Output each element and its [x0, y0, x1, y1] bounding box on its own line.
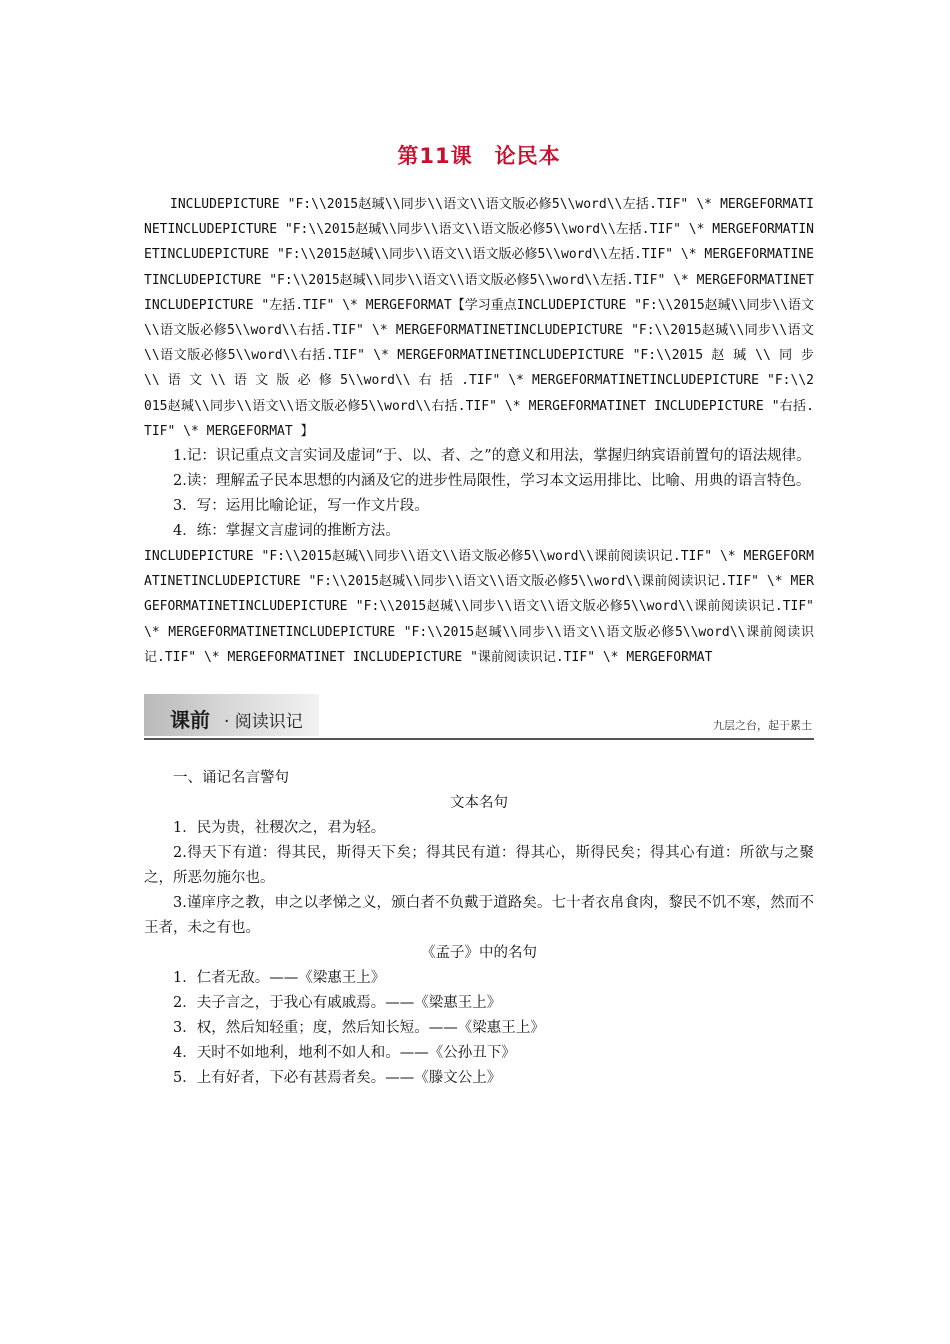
lesson-name: 论民本 — [494, 144, 561, 168]
section-tab — [144, 694, 319, 736]
section-header — [144, 694, 814, 740]
mencius-quote-item: 3．权，然后知轻重；度，然后知长短。——《梁惠王上》 — [173, 1020, 545, 1037]
quote-item: 1．民为贵，社稷次之，君为轻。 — [173, 820, 386, 837]
document-page — [144, 140, 814, 1091]
goal-item: 4．练：掌握文言虚词的推断方法。 — [173, 523, 400, 540]
section-tab-light: · 阅读识记 — [224, 712, 303, 733]
text-quotes-heading: 文本名句 — [450, 795, 508, 812]
quote-item: 2.得天下有道：得其民，斯得天下矣；得其民有道：得其心，斯得民矣；得其心有道：所欲与之聚之，所恶勿施尔也。 — [144, 845, 814, 887]
mencius-quote-item: 1．仁者无敌。——《梁惠王上》 — [173, 970, 386, 987]
mencius-quote-item: 4．天时不如地利，地利不如人和。——《公孙丑下》 — [173, 1045, 516, 1062]
goal-item: 2.读：理解孟子民本思想的内涵及它的进步性局限性，学习本文运用排比、比喻、用典的语言特色。 — [173, 473, 811, 490]
section-body — [144, 766, 814, 1091]
section-tab-strong: 课前 — [170, 708, 210, 733]
part-heading: 一、诵记名言警句 — [173, 770, 289, 787]
lesson-number: 第11课 — [397, 144, 473, 168]
field-code-block-pre-class: INCLUDEPICTURE "F:\\2015赵瑊\\同步\\语文\\语文版必修5\\word\\课前阅读识记.TIF" \* MERGEFORMATINETINCLUDEPICTURE "F:\\2015赵瑊\\同步\\语文\\语文版必修5\\word\\课前阅读识记.TIF" \* MERGEFORMATINETINCLUDEPICTURE "F:\\2015赵瑊\\同步\\语文\\语文版必修5\\word\\课前阅读识记.TIF" \* MERGEFORMATINETINCLUDEPICTURE "F:\\2015赵瑊\\同步\\语文\\语文版必修5\\word\\课前阅读识记.TIF" \* MERGEFORMATINET INCLUDEPICTURE "课前阅读识记.TIF" \* MERGEFORMAT — [144, 549, 814, 665]
mencius-quote-item: 5．上有好者，下必有甚焉者矣。——《滕文公上》 — [173, 1070, 502, 1087]
section-motto: 九层之台，起于累土 — [713, 719, 812, 733]
mencius-quote-item: 2．夫子言之，于我心有戚戚焉。——《梁惠王上》 — [173, 995, 502, 1012]
quote-item: 3.谨庠序之教，申之以孝悌之义，颁白者不负戴于道路矣。七十者衣帛食肉，黎民不饥不寒，然而不王者，未之有也。 — [144, 895, 814, 937]
mencius-quotes-heading: 《孟子》中的名句 — [421, 945, 537, 962]
goal-item: 3．写：运用比喻论证，写一作文片段。 — [173, 498, 429, 515]
goal-item: 1.记：识记重点文言实词及虚词“于、以、者、之”的意义和用法，掌握归纳宾语前置句的语法规律。 — [173, 448, 811, 465]
field-code-block-learning-focus: INCLUDEPICTURE "F:\\2015赵瑊\\同步\\语文\\语文版必修5\\word\\左括.TIF" \* MERGEFORMATINETINCLUDEPICTURE "F:\\2015赵瑊\\同步\\语文\\语文版必修5\\word\\左括.TIF" \* MERGEFORMATINETINCLUDEPICTURE "F:\\2015赵瑊\\同步\\语文\\语文版必修5\\word\\左括.TIF" \* MERGEFORMATINETINCLUDEPICTURE "F:\\2015赵瑊\\同步\\语文\\语文版必修5\\word\\左括.TIF" \* MERGEFORMATINET INCLUDEPICTURE "左括.TIF" \* MERGEFORMAT【学习重点INCLUDEPICTURE "F:\\2015赵瑊\\同步\\语文\\语文版必修5\\word\\右括.TIF" \* MERGEFORMATINETINCLUDEPICTURE "F:\\2015赵瑊\\同步\\语文\\语文版必修5\\word\\右括.TIF" \* MERGEFORMATINETINCLUDEPICTURE "F:\\2015 赵 瑊 \\ 同 步 \\ 语 文 \\ 语 文 版 必 修 5\\word\\ 右 括 .TIF" \* MERGEFORMATINETINCLUDEPICTURE "F:\\2015赵瑊\\同步\\语文\\语文版必修5\\word\\右括.TIF" \* MERGEFORMATINET INCLUDEPICTURE "右括.TIF" \* MERGEFORMAT 】 — [144, 197, 814, 439]
page-title — [144, 140, 814, 170]
